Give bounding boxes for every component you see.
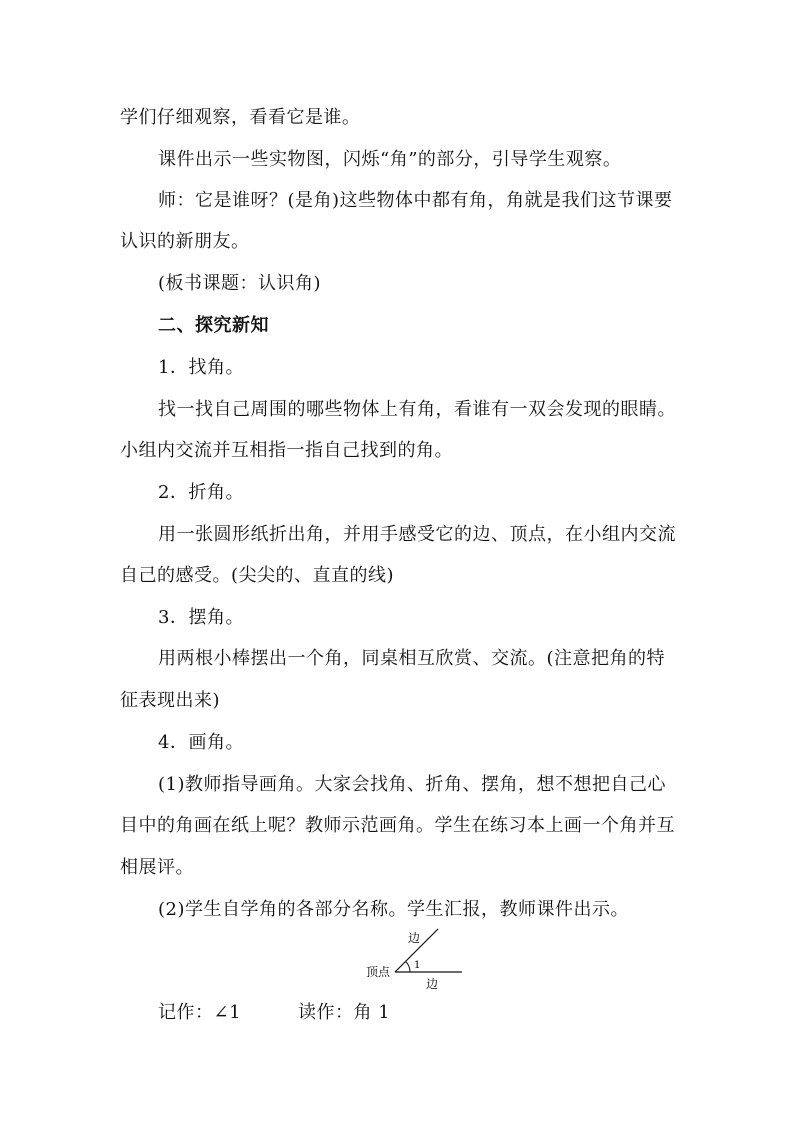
angle-diagram [362,928,472,990]
step4-para1-line2: 目中的角画在纸上呢？教师示范画角。学生在练习本上画一个角并互 [120,815,675,836]
step4-para1-line3: 相展评。 [120,857,194,878]
step1-line2: 小组内交流并互相指一指自己找到的角。 [120,440,453,461]
step4-para1-line1: (1)教师指导画角。大家会找角、折角、摆角，想不想把自己心 [158,774,666,795]
section-heading: 二、探究新知 [158,315,269,336]
paragraph-teacher-line2: 认识的新朋友。 [120,231,250,252]
step2-line2: 自己的感受。(尖尖的、直直的线) [120,565,395,586]
step4-para2: (2)学生自学角的各部分名称。学生汇报，教师课件出示。 [158,899,629,920]
angle-number-label: 1 [414,960,421,971]
notation-write: 记作：∠1 [158,1002,242,1023]
step3-line1: 用两根小棒摆出一个角，同桌相互欣赏、交流。(注意把角的特 [158,648,666,669]
step3-line2: 征表现出来) [120,690,221,711]
step3-title: 3．摆角。 [158,607,244,628]
step2-title: 2．折角。 [158,482,244,503]
paragraph-courseware: 课件出示一些实物图，闪烁“角”的部分，引导学生观察。 [158,149,622,170]
step1-line1: 找一找自己周围的哪些物体上有角，看谁有一双会发现的眼睛。 [158,399,676,420]
angle-arc [406,961,410,972]
notation-read: 读作：角 1 [298,1002,391,1023]
step4-title: 4．画角。 [158,732,244,753]
edge-bottom-label: 边 [426,977,439,990]
paragraph-continuation: 学们仔细观察，看看它是谁。 [120,107,361,128]
paragraph-teacher-line1: 师：它是谁呀？(是角)这些物体中都有角，角就是我们这节课要 [158,190,673,211]
step1-title: 1．找角。 [158,357,244,378]
blackboard-title-note: (板书课题：认识角) [158,273,322,294]
edge-top-label: 边 [408,931,421,945]
step2-line1: 用一张圆形纸折出角，并用手感受它的边、顶点，在小组内交流 [158,524,676,545]
vertex-label: 顶点 [366,965,391,979]
